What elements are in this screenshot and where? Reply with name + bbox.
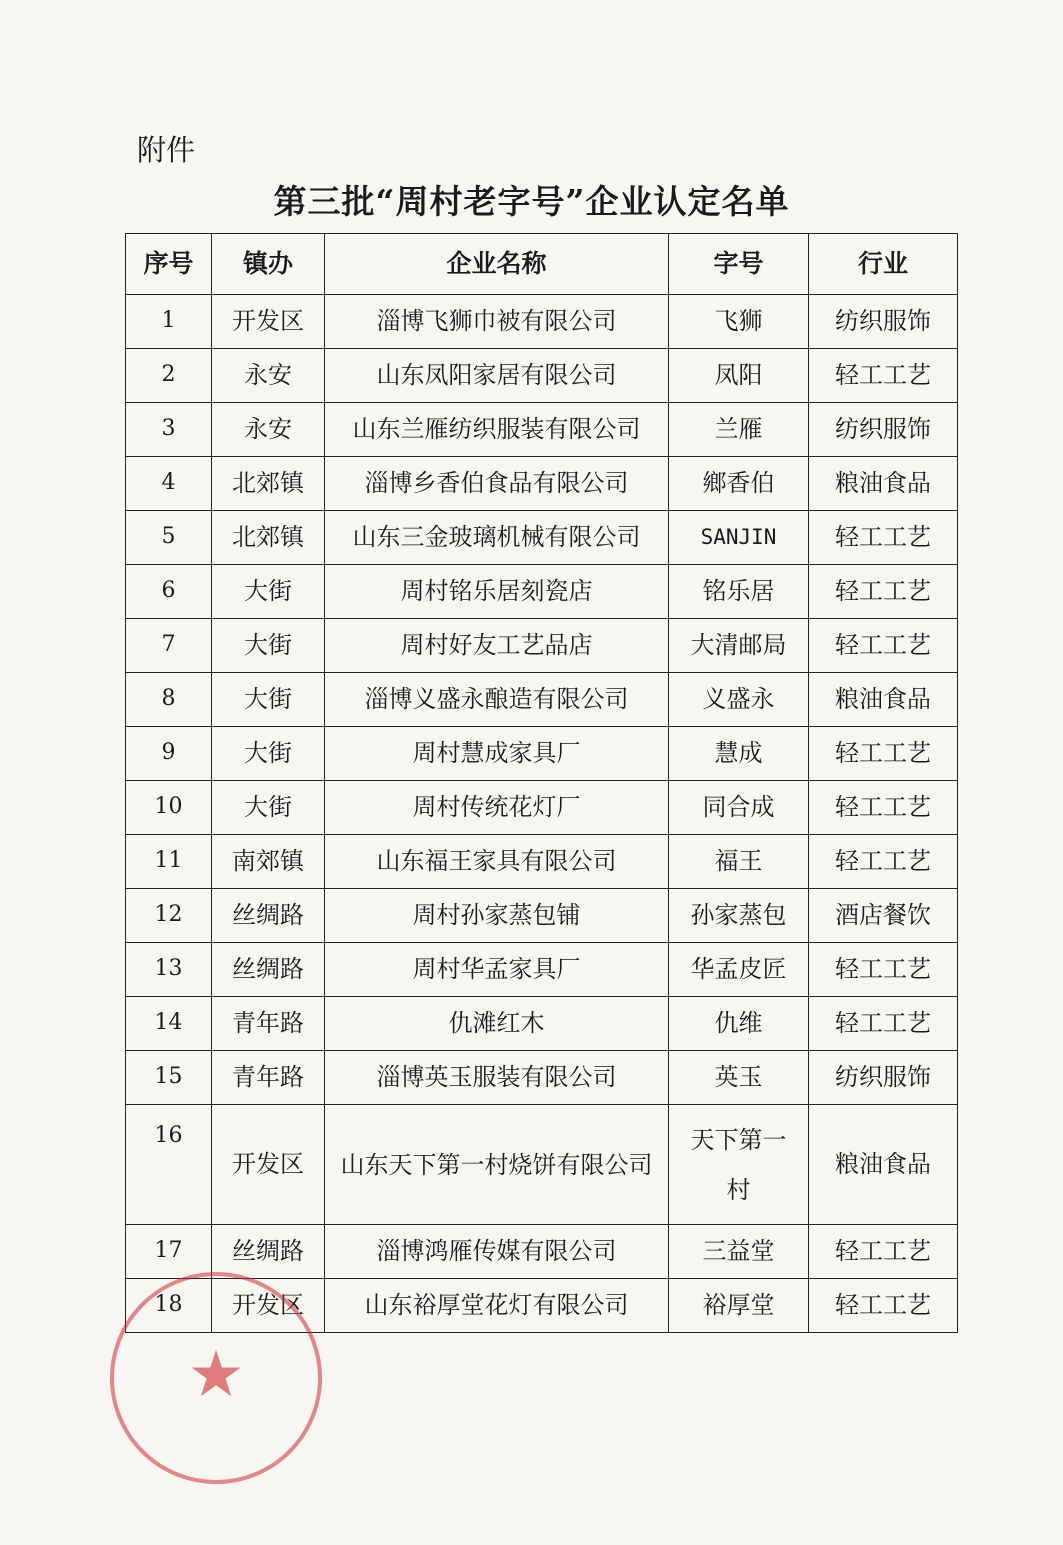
cell-town: 丝绸路 [212,943,325,997]
cell-company: 仇滩红木 [325,997,669,1051]
cell-brand: 铭乐居 [669,565,809,619]
cell-brand: SANJIN [669,511,809,565]
cell-no: 12 [126,889,212,943]
table-row [126,889,958,943]
cell-industry: 纺织服饰 [809,295,958,349]
cell-brand: 义盛永 [669,673,809,727]
cell-brand: 同合成 [669,781,809,835]
cell-company: 周村传统花灯厂 [325,781,669,835]
cell-town: 开发区 [212,1105,325,1225]
cell-town: 永安 [212,403,325,457]
cell-brand: 三益堂 [669,1225,809,1279]
cell-company: 山东天下第一村烧饼有限公司 [325,1105,669,1225]
cell-brand: 飞狮 [669,295,809,349]
table-row [126,781,958,835]
table-row [126,619,958,673]
table-row [126,997,958,1051]
table-row [126,673,958,727]
cell-industry: 粮油食品 [809,673,958,727]
cell-town: 开发区 [212,295,325,349]
cell-company: 周村华孟家具厂 [325,943,669,997]
cell-industry: 轻工工艺 [809,835,958,889]
cell-no: 2 [126,349,212,403]
cell-town: 青年路 [212,997,325,1051]
cell-company: 山东福王家具有限公司 [325,835,669,889]
cell-industry: 粮油食品 [809,457,958,511]
table-row [126,1225,958,1279]
cell-company: 周村好友工艺品店 [325,619,669,673]
cell-town: 大街 [212,619,325,673]
cell-no: 16 [126,1105,212,1225]
cell-no: 11 [126,835,212,889]
cell-brand: 英玉 [669,1051,809,1105]
cell-industry: 轻工工艺 [809,511,958,565]
attachment-label: 附件 [137,133,196,167]
table-row [126,1051,958,1105]
cell-brand: 福王 [669,835,809,889]
table-header-row [126,234,958,295]
cell-brand: 仇维 [669,997,809,1051]
cell-no: 17 [126,1225,212,1279]
cell-company: 淄博飞狮巾被有限公司 [325,295,669,349]
cell-town: 北郊镇 [212,511,325,565]
table-row [126,565,958,619]
table-row [126,511,958,565]
table-row [126,835,958,889]
cell-brand: 慧成 [669,727,809,781]
cell-town: 北郊镇 [212,457,325,511]
cell-no: 1 [126,295,212,349]
cell-brand: 孙家蒸包 [669,889,809,943]
header-industry: 行业 [809,234,958,295]
table-row [126,457,958,511]
cell-no: 18 [126,1279,212,1333]
cell-industry: 轻工工艺 [809,727,958,781]
cell-company: 山东裕厚堂花灯有限公司 [325,1279,669,1333]
header-brand: 字号 [669,234,809,295]
cell-no: 7 [126,619,212,673]
cell-industry: 轻工工艺 [809,781,958,835]
cell-no: 8 [126,673,212,727]
cell-no: 9 [126,727,212,781]
cell-no: 6 [126,565,212,619]
cell-brand: 裕厚堂 [669,1279,809,1333]
cell-brand: 华孟皮匠 [669,943,809,997]
cell-industry: 轻工工艺 [809,1225,958,1279]
cell-no: 4 [126,457,212,511]
cell-company: 周村慧成家具厂 [325,727,669,781]
cell-no: 15 [126,1051,212,1105]
cell-company: 周村铭乐居刻瓷店 [325,565,669,619]
table-row [126,727,958,781]
cell-company: 周村孙家蒸包铺 [325,889,669,943]
cell-industry: 粮油食品 [809,1105,958,1225]
cell-company: 淄博英玉服装有限公司 [325,1051,669,1105]
cell-industry: 纺织服饰 [809,403,958,457]
cell-company: 淄博乡香伯食品有限公司 [325,457,669,511]
cell-town: 大街 [212,565,325,619]
cell-industry: 轻工工艺 [809,619,958,673]
cell-town: 永安 [212,349,325,403]
table-row [126,1105,958,1225]
cell-company: 山东三金玻璃机械有限公司 [325,511,669,565]
header-no: 序号 [126,234,212,295]
cell-brand: 天下第一村 [669,1105,809,1225]
cell-no: 13 [126,943,212,997]
table-row [126,1279,958,1333]
cell-town: 丝绸路 [212,1225,325,1279]
cell-town: 大街 [212,727,325,781]
cell-industry: 纺织服饰 [809,1051,958,1105]
star-icon: ★ [187,1338,245,1412]
cell-town: 南郊镇 [212,835,325,889]
page-title: 第三批“周村老字号”企业认定名单 [273,182,790,221]
table-row [126,295,958,349]
cell-brand: 兰雁 [669,403,809,457]
cell-town: 大街 [212,781,325,835]
cell-industry: 酒店餐饮 [809,889,958,943]
cell-industry: 轻工工艺 [809,349,958,403]
cell-company: 山东兰雁纺织服装有限公司 [325,403,669,457]
cell-brand: 凤阳 [669,349,809,403]
cell-town: 丝绸路 [212,889,325,943]
cell-no: 5 [126,511,212,565]
cell-industry: 轻工工艺 [809,1279,958,1333]
cell-industry: 轻工工艺 [809,565,958,619]
table-row [126,943,958,997]
cell-no: 10 [126,781,212,835]
header-company: 企业名称 [325,234,669,295]
cell-company: 淄博鸿雁传媒有限公司 [325,1225,669,1279]
cell-industry: 轻工工艺 [809,943,958,997]
cell-no: 3 [126,403,212,457]
cell-town: 大街 [212,673,325,727]
cell-industry: 轻工工艺 [809,997,958,1051]
cell-brand: 鄉香伯 [669,457,809,511]
header-town: 镇办 [212,234,325,295]
cell-town: 青年路 [212,1051,325,1105]
cell-company: 淄博义盛永酿造有限公司 [325,673,669,727]
cell-town: 开发区 [212,1279,325,1333]
cell-brand: 大清邮局 [669,619,809,673]
enterprise-table [125,233,958,1333]
table-row [126,349,958,403]
cell-company: 山东凤阳家居有限公司 [325,349,669,403]
table-row [126,403,958,457]
cell-no: 14 [126,997,212,1051]
